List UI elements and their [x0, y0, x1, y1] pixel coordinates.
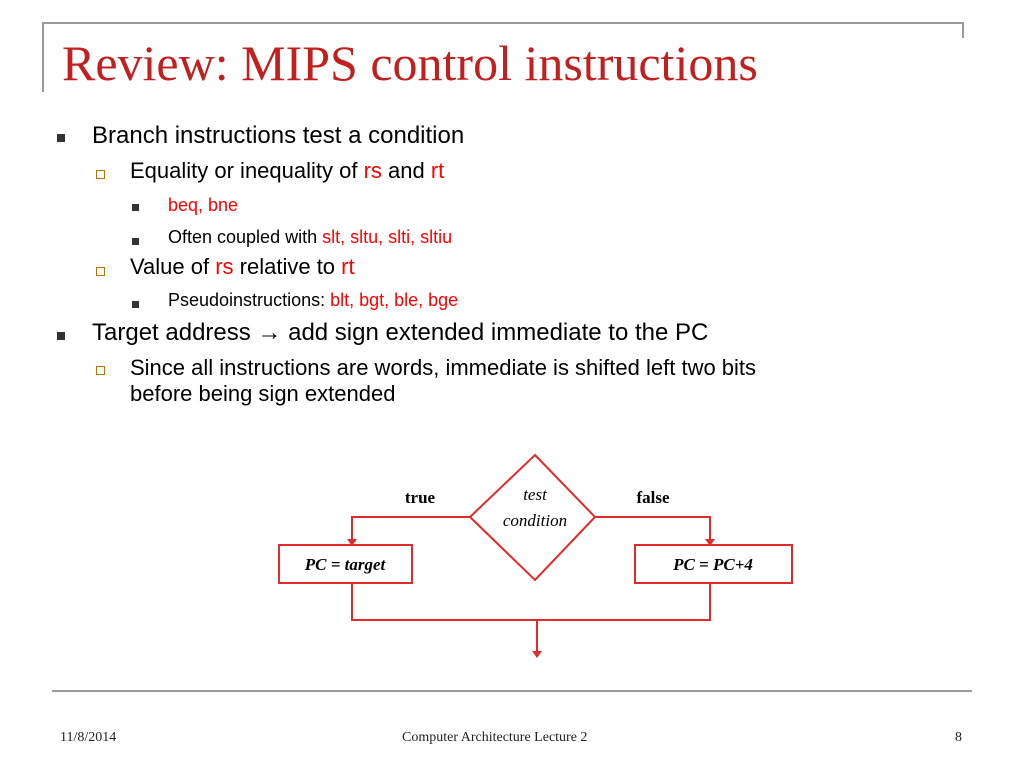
register-rt-2: rt: [341, 254, 355, 279]
frame-top-line: [42, 22, 964, 24]
page-number: 8: [955, 730, 962, 745]
bullet-equality: [130, 158, 444, 184]
left-merge-line: [352, 583, 537, 620]
bullet-beq-bne: beq, bne: [168, 195, 239, 215]
pc-plus4-label: PC = PC+4: [673, 555, 753, 574]
register-rt: rt: [430, 158, 445, 183]
frame-right-line: [962, 22, 964, 38]
bullet-often-coupled-text: Often coupled with: [168, 227, 323, 247]
square-bullet-icon: [57, 332, 65, 340]
pseudo-instructions: blt, bgt, ble, bge: [330, 290, 459, 310]
bullet-since-line2: before being sign extended: [130, 381, 396, 406]
bullet-equality-text: Equality or inequality of: [130, 158, 364, 183]
bullet-pseudoinstructions: [168, 290, 458, 311]
footer-title: Computer Architecture Lecture 2: [402, 730, 588, 745]
bullet-equality-and: and: [381, 158, 431, 183]
decision-label-line2: condition: [502, 511, 568, 530]
bullet-value-of: [130, 254, 355, 280]
true-branch-line: [352, 517, 470, 540]
bullet-since-line1: Since all instructions are words, immediate is shifted left two bits: [130, 355, 757, 380]
bullet-since-all-instructions: [130, 355, 756, 407]
hollow-square-bullet-icon: [96, 366, 105, 375]
slide-title: Review: MIPS control instructions: [62, 35, 758, 91]
bullet-pseudo-text: Pseudoinstructions:: [168, 290, 331, 310]
bullet-target-post: add sign extended immediate to the PC: [281, 319, 709, 346]
false-label: false: [636, 488, 670, 507]
bullet-value-of-mid: relative to: [233, 254, 342, 279]
false-branch-line: [595, 517, 710, 540]
bullet-target-address: [92, 319, 708, 347]
square-bullet-icon: [132, 238, 139, 245]
decision-label-line1: test: [523, 485, 547, 504]
register-rs: rs: [363, 158, 382, 183]
footer-date: 11/8/2014: [60, 730, 117, 745]
square-bullet-icon: [132, 301, 139, 308]
exit-arrowhead-icon: [532, 651, 542, 658]
true-label: true: [404, 488, 436, 507]
branch-flowchart: [255, 440, 815, 670]
right-merge-line: [537, 583, 710, 620]
hollow-square-bullet-icon: [96, 267, 105, 276]
arrow-right-icon: →: [257, 319, 282, 346]
frame-left-line: [42, 22, 44, 92]
bullet-target-pre: Target address: [92, 319, 258, 346]
pc-target-label: PC = target: [304, 555, 386, 574]
hollow-square-bullet-icon: [96, 170, 105, 179]
bullet-branch-instructions: Branch instructions test a condition: [92, 122, 465, 149]
footer-divider: [52, 690, 972, 692]
bullet-value-of-text: Value of: [130, 254, 216, 279]
square-bullet-icon: [57, 134, 65, 142]
slt-instructions: slt, sltu, slti, sltiu: [322, 227, 453, 247]
register-rs-2: rs: [215, 254, 234, 279]
square-bullet-icon: [132, 204, 139, 211]
bullet-often-coupled: [168, 227, 452, 248]
